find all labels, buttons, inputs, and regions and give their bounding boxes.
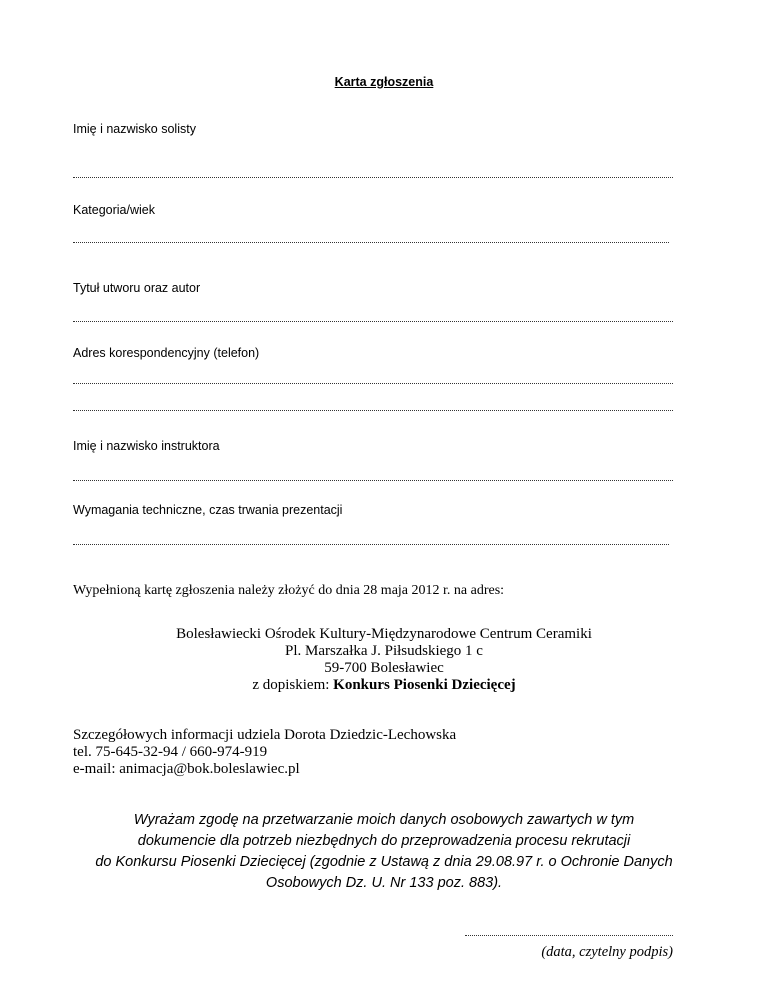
address-line-annotation xyxy=(0,677,768,694)
annotation-prefix: z dopiskiem: xyxy=(252,677,334,693)
field-label-song-title-author: Tytuł utworu oraz autor xyxy=(73,281,201,295)
annotation-contest-name: Konkurs Piosenki Dziecięcej xyxy=(333,677,516,693)
consent-line: Osobowych Dz. U. Nr 133 poz. 883). xyxy=(265,875,503,891)
contact-phone: tel. 75-645-32-94 / 660-974-919 xyxy=(73,744,268,760)
field-label-instructor-name: Imię i nazwisko instruktora xyxy=(73,439,220,453)
signature-caption: (data, czytelny podpis) xyxy=(541,944,673,960)
field-label-soloist-name: Imię i nazwisko solisty xyxy=(73,122,196,136)
consent-line: dokumencie dla potrzeb niezbędnych do przeprowadzenia procesu rekrutacji xyxy=(137,833,631,849)
submission-note: Wypełnioną kartę zgłoszenia należy złożyć do dnia 28 maja 2012 r. na adres: xyxy=(73,583,505,598)
consent-line: do Konkursu Piosenki Dziecięcej (zgodnie z Ustawą z dnia 29.08.97 r. o Ochronie Danych xyxy=(95,854,673,870)
consent-line: Wyrażam zgodę na przetwarzanie moich danych osobowych zawartych w tym xyxy=(133,812,635,828)
fill-line-category-age[interactable] xyxy=(73,242,669,243)
page-title: Karta zgłoszenia xyxy=(334,75,434,89)
address-line-street: Pl. Marszałka J. Piłsudskiego 1 c xyxy=(285,643,483,659)
fill-line-address-1[interactable] xyxy=(73,383,673,384)
fill-line-address-2[interactable] xyxy=(73,410,673,411)
fill-line-soloist-name[interactable] xyxy=(73,177,673,178)
contact-email: e-mail: animacja@bok.boleslawiec.pl xyxy=(73,761,300,777)
field-label-category-age: Kategoria/wiek xyxy=(73,203,155,217)
address-line-city: 59-700 Bolesławiec xyxy=(324,660,444,676)
contact-person: Szczegółowych informacji udziela Dorota Dziedzic-Lechowska xyxy=(73,727,457,743)
fill-line-technical-requirements[interactable] xyxy=(73,544,669,545)
fill-line-song-title-author[interactable] xyxy=(73,321,673,322)
fill-line-instructor-name[interactable] xyxy=(73,480,673,481)
consent-statement xyxy=(40,810,728,894)
signature-line[interactable] xyxy=(465,935,673,936)
field-label-address-phone: Adres korespondencyjny (telefon) xyxy=(73,346,260,360)
address-line-institution: Bolesławiecki Ośrodek Kultury-Międzynarodowe Centrum Ceramiki xyxy=(176,626,592,642)
field-label-technical-requirements: Wymagania techniczne, czas trwania prezentacji xyxy=(73,503,343,517)
